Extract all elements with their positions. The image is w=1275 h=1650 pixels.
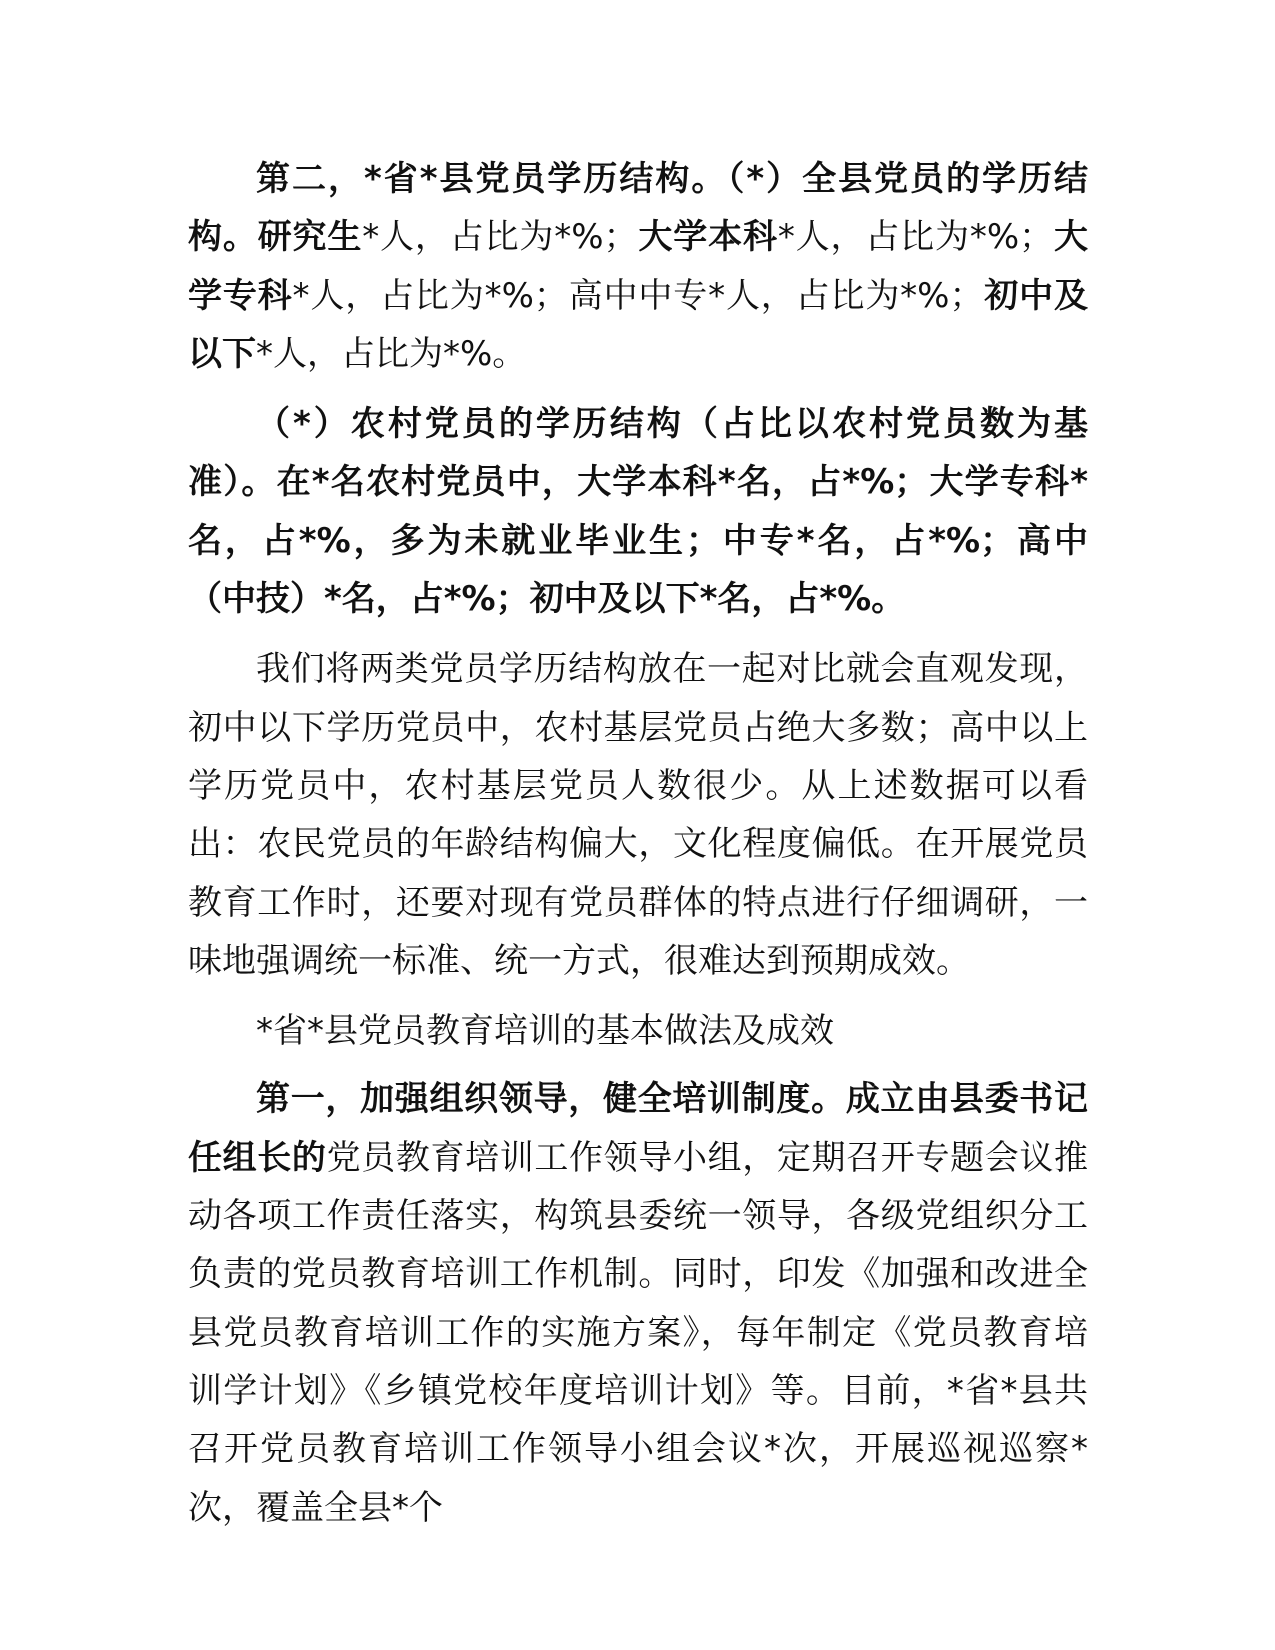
text-segment: 研究生 xyxy=(257,217,363,258)
text-segment: *人，占比为*%。 xyxy=(256,333,527,374)
paragraph-party-member-education-county xyxy=(188,150,1088,383)
text-segment: *人，占比为*%； xyxy=(362,217,638,258)
paragraph-organization-leadership xyxy=(188,1070,1088,1536)
text-segment: *省*县党员教育培训的基本做法及成效 xyxy=(256,1011,834,1052)
text-segment: 党员教育培训工作领导小组，定期召开专题会议推动各项工作责任落实，构筑县委统一领导，各级党组织分工负责的党员教育培训工作机制。同时，印发《加强和改进全县党员教育培训工作的实施方案》，每年制定《党员教育培训学计划》《乡镇党校年度培训计划》等。目前，*省*县共召开党员教育培训工作领导小组会议*次，开展巡视巡察*次，覆盖全县*个 xyxy=(188,1137,1089,1528)
section-heading xyxy=(188,1002,1088,1060)
text-segment: 第一，加强组织领导，健全培训制度。成立由县委书记任组长的 xyxy=(188,1079,1088,1178)
text-segment: 大学专科 xyxy=(188,217,1089,316)
paragraph-rural-member-education xyxy=(188,395,1088,628)
text-segment: *人，占比为*%；高中中专*人，占比为*%； xyxy=(292,275,984,316)
text-segment: 我们将两类党员学历结构放在一起对比就会直观发现，初中以下学历党员中，农村基层党员占绝大多数；高中以上学历党员中，农村基层党员人数很少。从上述数据可以看出：农民党员的年龄结构偏大，文化程度偏低。在开展党员教育工作时，还要对现有党员群体的特点进行仔细调研，一味地强调统一标准、统一方式，很难达到预期成效。 xyxy=(188,649,1088,981)
document-body xyxy=(188,150,1088,1549)
text-segment: 大学本科 xyxy=(637,217,778,258)
paragraph-comparison-analysis xyxy=(188,640,1088,990)
text-segment: （*）农村党员的学历结构（占比以农村党员数为基准）。在*名农村党员中，大学本科*名，占*%；大学专科*名，占*%，多为未就业毕业生；中专*名，占*%；高中（中技）*名，占*%；初中及以下*名，占*%。 xyxy=(188,404,1088,620)
text-segment: *人，占比为*%； xyxy=(777,217,1054,258)
text-segment: 第二，*省*县党员学历结构。（*）全县党员的学历结构。 xyxy=(188,159,1088,258)
text-segment: 初中及以下 xyxy=(188,275,1088,374)
